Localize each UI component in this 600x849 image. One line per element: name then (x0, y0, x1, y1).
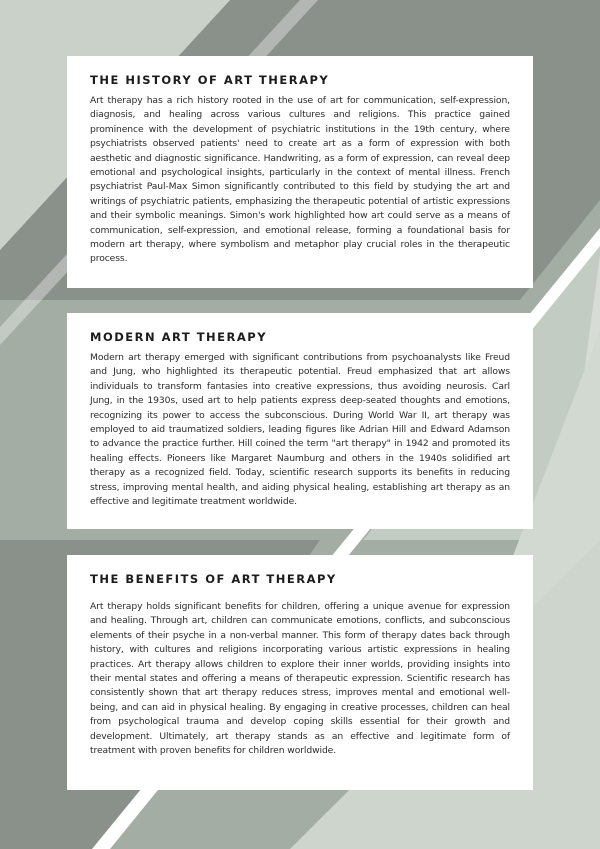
benefits-section (67, 555, 533, 790)
benefits-body: Art therapy holds significant benefits for children, offering a unique avenue for expression and healing. Through art, children can communicate emotions, conflicts, and subconscious elements of their psyche in a non-verbal manner. This form of therapy dates back through history, with cultures and religions incorporating various artistic expressions in healing practices. Art therapy allows children to explore their inner worlds, providing insights into their mental states and offering a means of therapeutic expression. Scientific research has consistently shown that art therapy reduces stress, improves mental and emotional well-being, and can aid in physical healing. By engaging in creative processes, children can heal from psychological trauma and develop coping skills essential for their growth and development. Ultimately, art therapy stands as an effective and legitimate form of treatment with proven benefits for children worldwide. (90, 601, 510, 757)
history-section (67, 56, 533, 288)
modern-heading: MODERN ART THERAPY (90, 330, 268, 344)
modern-section (67, 313, 533, 529)
modern-body: Modern art therapy emerged with significant contributions from psychoanalysts like Freud and Jung, who highlighted its therapeutic potential. Freud emphasized that art allows individuals to transform fantasies into creative expressions, thus avoiding neurosis. Carl Jung, in the 1930s, used art to help patients express deep-seated thoughts and emotions, recognizing its power to access the subconscious. During World War II, art therapy was employed to aid traumatized soldiers, leading figures like Adrian Hill and Edward Adamson to advance the practice further. Hill coined the term "art therapy" in 1942 and promoted its healing effects. Pioneers like Margaret Naumburg and others in the 1940s solidified art therapy as a recognized field. Today, scientific research supports its benefits in reducing stress, improving mental health, and aiding physical healing, establishing art therapy as an effective and legitimate treatment worldwide. (90, 352, 510, 508)
history-heading: THE HISTORY OF ART THERAPY (90, 73, 330, 87)
history-body: Art therapy has a rich history rooted in the use of art for communication, self-expression, diagnosis, and healing across various cultures and religions. This practice gained prominence with the development of psychiatric institutions in the 19th century, where psychiatrists observed patients' need to create art as a form of expression with both aesthetic and diagnostic significance. Handwriting, as a form of expression, can reveal deep emotional and psychological insights, particularly in the context of mental illness. French psychiatrist Paul-Max Simon significantly contributed to this field by studying the art and writings of psychiatric patients, emphasizing the therapeutic potential of artistic expressions and their symbolic meanings. Simon's work highlighted how art could serve as a means of communication, self-expression, and emotional release, forming a foundational basis for modern art therapy, where symbolism and metaphor play crucial roles in the therapeutic process. (90, 95, 510, 265)
benefits-heading: THE BENEFITS OF ART THERAPY (90, 572, 337, 586)
